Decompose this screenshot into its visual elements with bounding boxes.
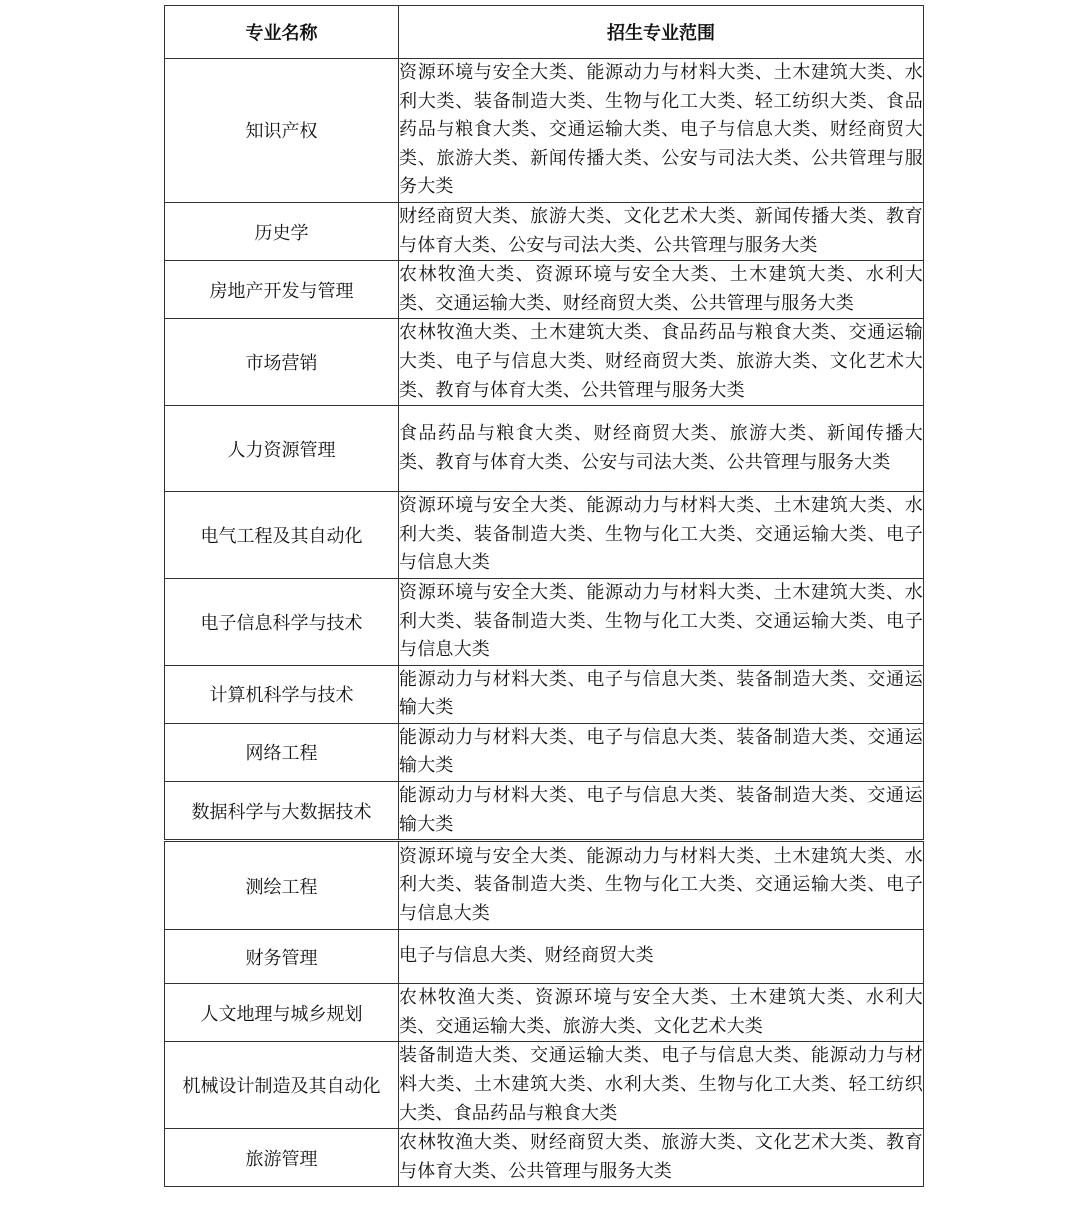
- table-row: [165, 665, 924, 723]
- enrollment-scope: 资源环境与安全大类、能源动力与材料大类、土木建筑大类、水利大类、装备制造大类、生物与化工大类、轻工纺织大类、食品药品与粮食大类、交通运输大类、电子与信息大类、财经商贸大类、旅游大类、新闻传播大类、公安与司法大类、公共管理与服务大类: [399, 59, 924, 203]
- table-row: [165, 1129, 924, 1187]
- enrollment-scope: 能源动力与材料大类、电子与信息大类、装备制造大类、交通运输大类: [399, 665, 924, 723]
- major-name: 机械设计制造及其自动化: [165, 1042, 399, 1129]
- enrollment-scope: 农林牧渔大类、土木建筑大类、食品药品与粮食大类、交通运输大类、电子与信息大类、财经商贸大类、旅游大类、文化艺术大类、教育与体育大类、公共管理与服务大类: [399, 319, 924, 406]
- table-row: [165, 406, 924, 492]
- major-name: 计算机科学与技术: [165, 665, 399, 723]
- table-row: [165, 723, 924, 781]
- enrollment-scope: 资源环境与安全大类、能源动力与材料大类、土木建筑大类、水利大类、装备制造大类、生物与化工大类、交通运输大类、电子与信息大类: [399, 841, 924, 930]
- enrollment-scope: 能源动力与材料大类、电子与信息大类、装备制造大类、交通运输大类: [399, 723, 924, 781]
- enrollment-scope: 农林牧渔大类、资源环境与安全大类、土木建筑大类、水利大类、交通运输大类、财经商贸大类、公共管理与服务大类: [399, 261, 924, 319]
- table-row: [165, 202, 924, 260]
- major-name: 财务管理: [165, 930, 399, 984]
- table-row: [165, 59, 924, 203]
- major-name: 旅游管理: [165, 1129, 399, 1187]
- enrollment-scope: 财经商贸大类、旅游大类、文化艺术大类、新闻传播大类、教育与体育大类、公安与司法大类、公共管理与服务大类: [399, 202, 924, 260]
- table-row: [165, 841, 924, 930]
- table-row: [165, 930, 924, 984]
- major-name: 电气工程及其自动化: [165, 492, 399, 579]
- enrollment-scope: 食品药品与粮食大类、财经商贸大类、旅游大类、新闻传播大类、教育与体育大类、公安与司法大类、公共管理与服务大类: [399, 406, 924, 492]
- majors-table: [164, 5, 924, 1187]
- enrollment-scope: 电子与信息大类、财经商贸大类: [399, 930, 924, 984]
- major-name: 历史学: [165, 202, 399, 260]
- enrollment-scope: 资源环境与安全大类、能源动力与材料大类、土木建筑大类、水利大类、装备制造大类、生物与化工大类、交通运输大类、电子与信息大类: [399, 492, 924, 579]
- enrollment-scope: 农林牧渔大类、财经商贸大类、旅游大类、文化艺术大类、教育与体育大类、公共管理与服务大类: [399, 1129, 924, 1187]
- table-row: [165, 319, 924, 406]
- major-name: 房地产开发与管理: [165, 261, 399, 319]
- table-row: [165, 984, 924, 1042]
- table-row: [165, 1042, 924, 1129]
- major-name: 人文地理与城乡规划: [165, 984, 399, 1042]
- header-scope: 招生专业范围: [399, 6, 924, 59]
- major-name: 网络工程: [165, 723, 399, 781]
- table-row: [165, 782, 924, 841]
- major-name: 电子信息科学与技术: [165, 578, 399, 665]
- table-row: [165, 261, 924, 319]
- major-name: 人力资源管理: [165, 406, 399, 492]
- major-name: 测绘工程: [165, 841, 399, 930]
- major-name: 知识产权: [165, 59, 399, 203]
- major-name: 市场营销: [165, 319, 399, 406]
- major-name: 数据科学与大数据技术: [165, 782, 399, 841]
- enrollment-scope: 资源环境与安全大类、能源动力与材料大类、土木建筑大类、水利大类、装备制造大类、生物与化工大类、交通运输大类、电子与信息大类: [399, 578, 924, 665]
- enrollment-scope: 能源动力与材料大类、电子与信息大类、装备制造大类、交通运输大类: [399, 782, 924, 841]
- table-header-row: [165, 6, 924, 59]
- enrollment-scope: 装备制造大类、交通运输大类、电子与信息大类、能源动力与材料大类、土木建筑大类、水利大类、生物与化工大类、轻工纺织大类、食品药品与粮食大类: [399, 1042, 924, 1129]
- header-major-name: 专业名称: [165, 6, 399, 59]
- enrollment-scope: 农林牧渔大类、资源环境与安全大类、土木建筑大类、水利大类、交通运输大类、旅游大类、文化艺术大类: [399, 984, 924, 1042]
- table-row: [165, 578, 924, 665]
- table-row: [165, 492, 924, 579]
